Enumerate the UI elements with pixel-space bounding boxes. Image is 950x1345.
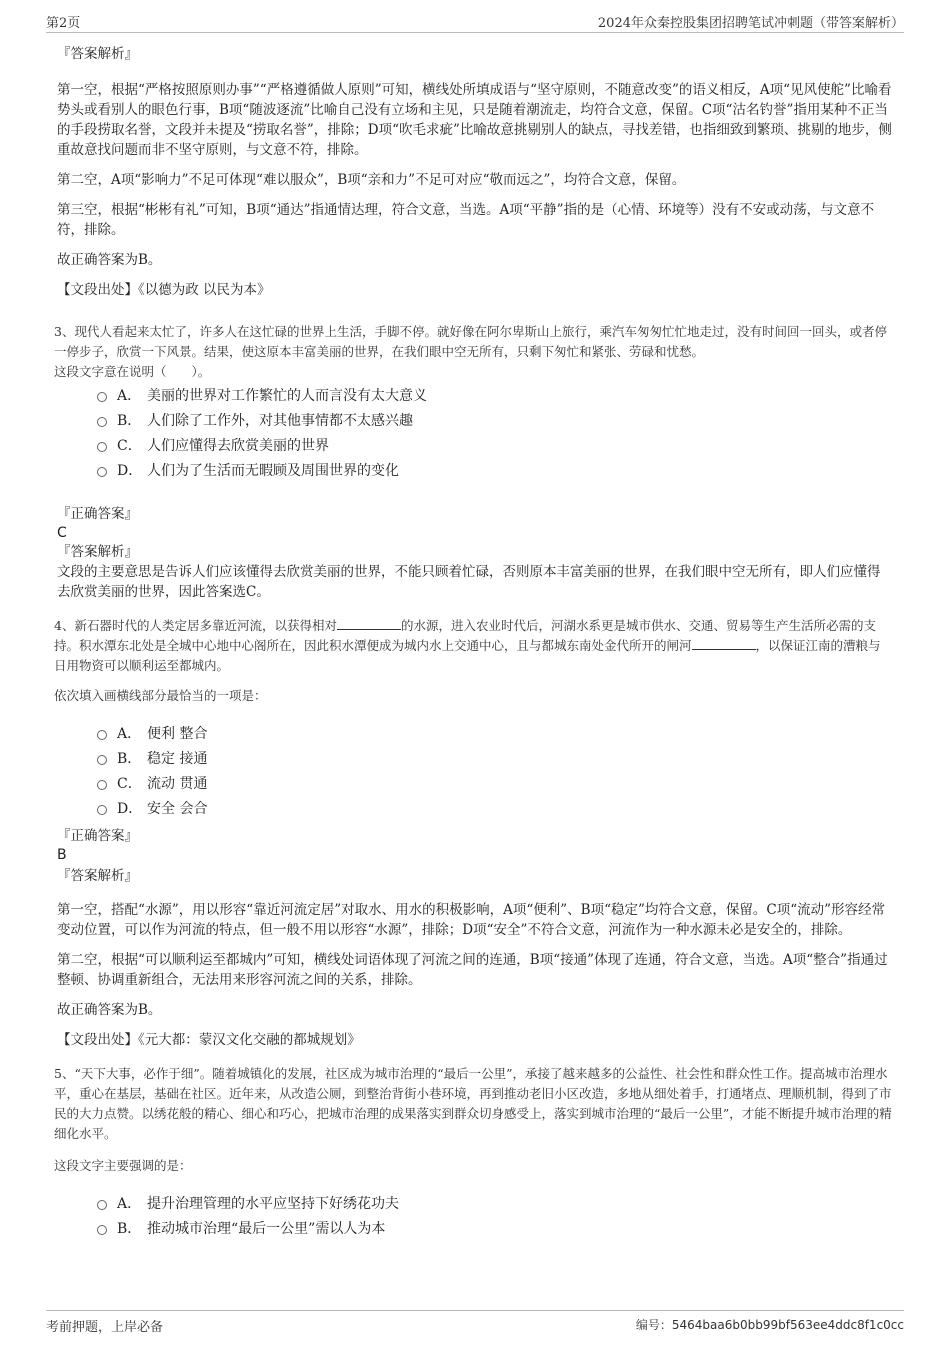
option-letter: C． — [117, 438, 142, 454]
q5-prompt: 这段文字主要强调的是： — [54, 1158, 192, 1173]
q4-answer-label: 『正确答案』 — [57, 828, 138, 844]
q3-option-c[interactable] — [57, 434, 893, 459]
q4-answer: B — [57, 847, 67, 863]
option-text: 美丽的世界对工作繁忙的人而言没有太大意义 — [147, 388, 427, 404]
q5-option-b[interactable] — [57, 1217, 893, 1242]
q4-option-c[interactable] — [57, 772, 893, 797]
option-text: 安全 会合 — [147, 801, 208, 817]
radio-icon[interactable] — [97, 417, 107, 427]
option-text: 推动城市治理“最后一公里”需以人为本 — [147, 1221, 386, 1237]
q3-options — [57, 384, 893, 484]
footer-slogan: 考前押题，上岸必备 — [46, 1320, 164, 1335]
q3-analysis: 文段的主要意思是告诉人们应该懂得去欣赏美丽的世界，不能只顾着忙碌，否则原本丰富美丽的世界，在我们眼中空无所有，即人们应懂得去欣赏美丽的世界，因此答案选C。 — [57, 564, 881, 600]
page-content — [54, 44, 893, 1242]
q4-analysis-p2: 第二空，根据“可以顺利运至都城内”可知，横线处词语体现了河流之间的连通，B项“接通”体现了连通，符合文意，当选。A项“整合”指通过整顿、协调重新组合，无法用来形容河流之间的关系，排除。 — [57, 952, 888, 988]
q3-answer: C — [57, 525, 67, 541]
option-text: 便利 整合 — [147, 726, 208, 742]
radio-icon[interactable] — [97, 442, 107, 452]
q2-analysis-p1: 第一空，根据“严格按照原则办事”“严格遵循做人原则”可知，横线处所填成语与“坚守原则，不随意改变”的语义相反，A项“见风使舵”比喻看势头或看别人的眼色行事，B项“随波逐流”比喻自己没有立场和主见，只是随着潮流走，均符合文意，保留。C项“沽名钓誉”指用某种不正当的手段捞取名誉，文段并未提及“捞取名誉”，排除；D项“吹毛求疵”比喻故意挑剔别人的缺点，寻找差错，也指细致到繁琐、挑剔的地步，侧重故意找问题而非不坚守原则，与文意不符，排除。 — [57, 82, 892, 158]
radio-icon[interactable] — [97, 467, 107, 477]
radio-icon[interactable] — [97, 1200, 107, 1210]
option-letter: A． — [117, 726, 142, 742]
option-letter: B． — [117, 1221, 142, 1237]
option-letter: B． — [117, 751, 142, 767]
document-code: 编号：5464baa6b0bb99bf563ee4ddc8f1c0cc — [635, 1318, 904, 1332]
option-text: 人们为了生活而无暇顾及周围世界的变化 — [147, 463, 399, 479]
radio-icon[interactable] — [97, 780, 107, 790]
q4-option-b[interactable] — [57, 747, 893, 772]
q3-option-b[interactable] — [57, 409, 893, 434]
radio-icon[interactable] — [97, 755, 107, 765]
q3-analysis-label: 『答案解析』 — [57, 544, 138, 560]
radio-icon[interactable] — [97, 1225, 107, 1235]
document-title: 2024年众秦控股集团招聘笔试冲刺题（带答案解析） — [597, 16, 904, 31]
q4-analysis-label: 『答案解析』 — [57, 868, 138, 884]
q4-source-label: 【文段出处】 — [57, 1032, 138, 1048]
option-text: 人们应懂得去欣赏美丽的世界 — [147, 438, 329, 454]
q4-source — [57, 1030, 893, 1050]
q2-conclusion: 故正确答案为B。 — [57, 252, 162, 268]
q5-option-a[interactable] — [57, 1192, 893, 1217]
q4-prompt: 依次填入画横线部分最恰当的一项是： — [54, 688, 267, 703]
q3-answer-label: 『正确答案』 — [57, 506, 138, 522]
q4-conclusion: 故正确答案为B。 — [57, 1002, 162, 1018]
q3-prompt: 这段文字意在说明（ ）。 — [54, 364, 211, 379]
page-footer — [46, 1310, 904, 1335]
option-letter: D． — [117, 463, 143, 479]
option-text: 流动 贯通 — [147, 776, 208, 792]
q4-blank-2 — [692, 637, 756, 650]
q2-analysis-p3: 第三空，根据“彬彬有礼”可知，B项“通达”指通情达理，符合文意，当选。A项“平静”指的是（心情、环境等）没有不安或动荡，与文意不符，排除。 — [57, 202, 875, 238]
q2-analysis-label: 『答案解析』 — [57, 46, 138, 62]
q4-option-a[interactable] — [57, 722, 893, 747]
q4-option-d[interactable] — [57, 797, 893, 822]
radio-icon[interactable] — [97, 730, 107, 740]
q3-option-a[interactable] — [57, 384, 893, 409]
q3-stem: 3、现代人看起来太忙了，许多人在这忙碌的世界上生活，手脚不停。就好像在阿尔卑斯山上旅行，乘汽车匆匆忙忙地走过，没有时间回一回头，或者停一停步子，欣赏一下风景。结果，使这原本丰富美丽的世界，在我们眼中空无所有，只剩下匆忙和紧张、劳碌和忧愁。 — [54, 324, 887, 359]
q5-stem: 5、“天下大事，必作于细”。随着城镇化的发展，社区成为城市治理的“最后一公里”，承接了越来越多的公益性、社会性和群众性工作。提高城市治理水平，重心在基层，基础在社区。近年来，从改造公厕，到整治背街小巷环境，再到推动老旧小区改造，多地从细处着手，打通堵点、理顺机制，得到了市民的大力点赞。以绣花般的精心、细心和巧心，把城市治理的成果落实到群众切身感受上，落实到城市治理的“最后一公里”，才能不断提升城市治理的精细化水平。 — [54, 1066, 892, 1141]
page-header — [46, 10, 904, 33]
page-number: 第2页 — [46, 16, 81, 31]
q3-option-d[interactable] — [57, 459, 893, 484]
q4-blank-1 — [337, 617, 401, 630]
q4-stem-part1: 4、新石器时代的人类定居多靠近河流，以获得相对 — [54, 618, 337, 633]
q2-source-title: 《以德为政 以民为本》 — [138, 282, 271, 298]
q4-analysis-p1: 第一空，搭配“水源”，用以形容“靠近河流定居”对取水、用水的积极影响，A项“便利”、B项“稳定”均符合文意，保留。C项“流动”形容经常变动位置，可以作为河流的特点，但一般不用以形容“水源”，排除；D项“安全”不符合文意，河流作为一种水源未必是安全的，排除。 — [57, 902, 886, 938]
radio-icon[interactable] — [97, 805, 107, 815]
q4-stem-part2: 的水源，进入农业时代后，河湖水系更是城市供水、交通、贸易等生产生活所必需的支持。积水潭东北处是全城中心地中心阁所在，因此积水潭便成为城内水上交通中心，且与都城东南处金代所开的闸河 — [54, 618, 876, 653]
q2-analysis-p2: 第二空，A项“影响力”不足可体现“难以服众”，B项“亲和力”不足可对应“敬而远之”，均符合文意，保留。 — [57, 172, 686, 188]
q4-stem — [54, 616, 893, 676]
q4-stem-part3: ，以保证江南的漕粮与日用物资可以顺利运至都城内。 — [54, 638, 881, 673]
option-text: 稳定 接通 — [147, 751, 208, 767]
option-text: 人们除了工作外，对其他事情都不太感兴趣 — [147, 413, 413, 429]
option-letter: A． — [117, 388, 142, 404]
option-letter: B． — [117, 413, 142, 429]
q2-source-label: 【文段出处】 — [57, 282, 138, 298]
radio-icon[interactable] — [97, 392, 107, 402]
q2-source — [57, 280, 893, 300]
option-letter: A． — [117, 1196, 142, 1212]
q4-options — [57, 722, 893, 822]
option-letter: D． — [117, 801, 143, 817]
option-letter: C． — [117, 776, 142, 792]
q5-options — [57, 1192, 893, 1242]
q4-source-title: 《元大都：蒙汉文化交融的都城规划》 — [138, 1032, 361, 1048]
option-text: 提升治理管理的水平应坚持下好绣花功夫 — [147, 1196, 399, 1212]
